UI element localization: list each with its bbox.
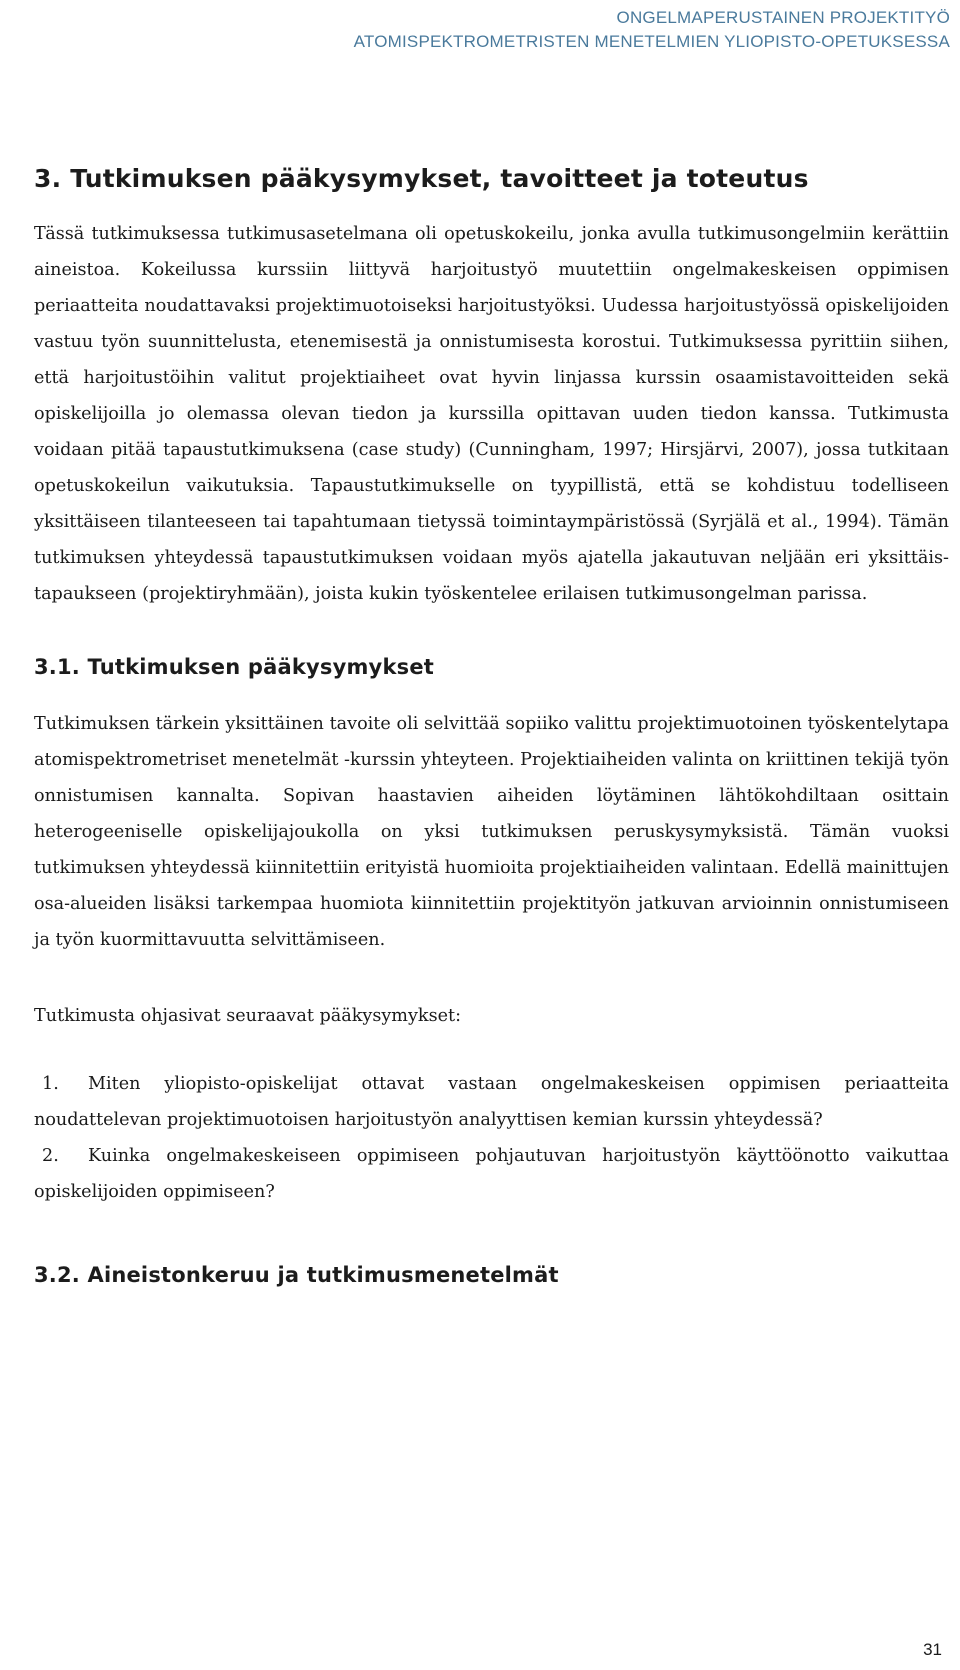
running-header: [354, 6, 950, 54]
section-3-paragraph: Tässä tutkimuksessa tutkimusasetelmana oli opetuskokeilu, jonka avulla tutkimusongelmiin kerättiin aineistoa. Kokeilussa kurssiin liittyvä harjoitustyö muutettiin ongelmakeskeisen oppimisen periaatteita noudattavaksi projektimuotoiseksi harjoitustyöksi. Uudessa harjoitustyössä opiskelijoiden vastuu työn suunnittelusta, etenemisestä ja onnistumisesta korostui. Tutkimuksessa pyrittiin siihen, että harjoitustöihin valitut projektiaiheet ovat hyvin linjassa kurssin osaamistavoitteiden sekä opiskelijoilla jo olemassa olevan tiedon ja kurssilla opittavan uuden tiedon kanssa. Tutkimusta voidaan pitää tapaustutkimuksena (case study) (Cunningham, 1997; Hirsjärvi, 2007), jossa tutkitaan opetuskokeilun vaikutuksia. Tapaustutkimukselle on tyypillistä, että se kohdistuu todelliseen yksittäiseen tilanteeseen tai tapahtumaan tietyssä toimintaympäristössä (Syrjälä et al., 1994). Tämän tutkimuksen yhteydessä tapaustutkimuksen voidaan myös ajatella jakautuvan neljään eri yksittäistapaukseen (projektiryhmään), joista kukin työskentelee erilaisen tutkimusongelman parissa.: [34, 224, 949, 604]
research-questions-list: [34, 1066, 949, 1210]
section-3-heading: 3. Tutkimuksen pääkysymykset, tavoitteet ja toteutus: [34, 164, 809, 193]
questions-lead: Tutkimusta ohjasivat seuraavat pääkysymykset:: [34, 1006, 462, 1026]
question-number: 2.: [42, 1146, 59, 1166]
running-header-line-2: ATOMISPEKTROMETRISTEN MENETELMIEN YLIOPISTO-OPETUKSESSA: [353, 32, 950, 51]
section-3-1-paragraph: Tutkimuksen tärkein yksittäinen tavoite oli selvittää sopiiko valittu projektimuotoinen työskentelytapa atomispektrometriset menetelmät -kurssin yhteyteen. Projektiaiheiden valinta on kriittinen tekijä työn onnistumisen kannalta. Sopivan haastavien aiheiden löytäminen lähtökohdiltaan osittain heterogeeniselle opiskelijajoukolla on yksi tutkimuksen peruskysymyksistä. Tämän vuoksi tutkimuksen yhteydessä kiinnitettiin erityistä huomioita projektiaiheiden valintaan. Edellä mainittujen osa-alueiden lisäksi tarkempaa huomiota kiinnitettiin projektityön jatkuvan arvioinnin onnistumiseen ja työn kuormittavuutta selvittämiseen.: [34, 714, 949, 950]
question-text: Miten yliopisto-opiskelijat ottavat vastaan ongelmakeskeisen oppimisen periaatteita noudattelevan projektimuotoisen harjoitustyön analyyttisen kemian kurssin yhteydessä?: [34, 1074, 949, 1130]
section-3-1-heading: 3.1. Tutkimuksen pääkysymykset: [34, 655, 434, 679]
section-3-2-heading: 3.2. Aineistonkeruu ja tutkimusmenetelmät: [34, 1263, 559, 1287]
page-content: [34, 160, 949, 1290]
page-number: 31: [923, 1640, 942, 1659]
question-text: Kuinka ongelmakeskeiseen oppimiseen pohjautuvan harjoitustyön käyttöönotto vaikuttaa opiskelijoiden oppimiseen?: [34, 1146, 949, 1202]
research-question-2: [34, 1138, 949, 1210]
research-question-1: [34, 1066, 949, 1138]
question-number: 1.: [42, 1074, 59, 1094]
running-header-line-1: ONGELMAPERUSTAINEN PROJEKTITYÖ: [616, 8, 950, 27]
